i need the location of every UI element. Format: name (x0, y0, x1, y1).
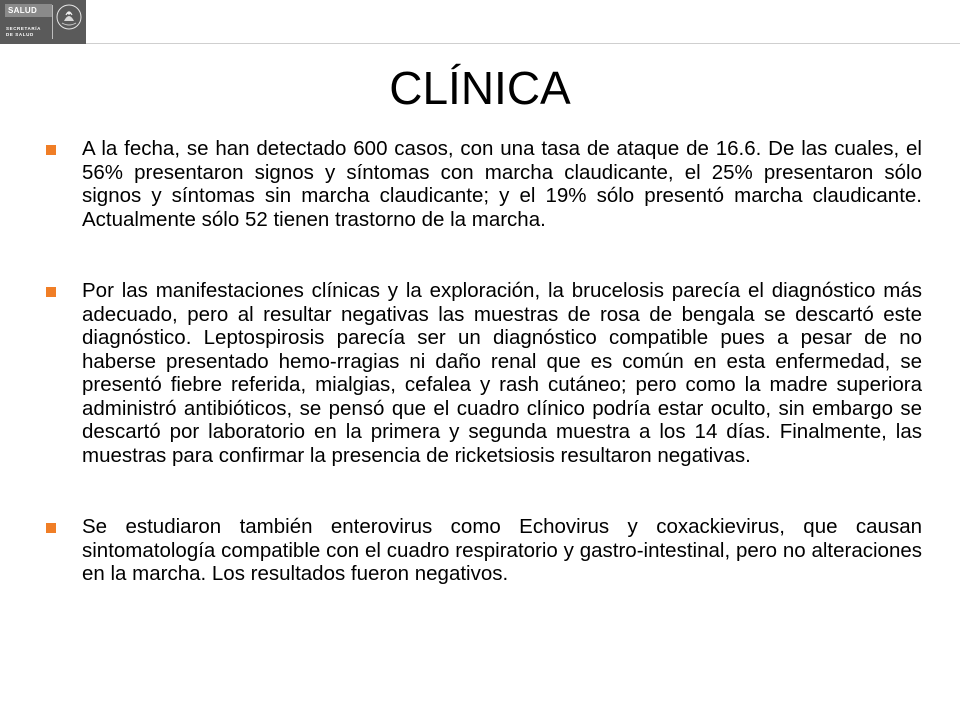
slide-title: CLÍNICA (389, 62, 571, 114)
mexico-eagle-emblem-icon (55, 3, 83, 31)
header-rule (86, 43, 960, 44)
bullet-item (46, 515, 922, 586)
salud-logo-label: SALUD (5, 4, 52, 17)
bullet-list (46, 137, 922, 586)
bullet-text: A la fecha, se han detectado 600 casos, con una tasa de ataque de 16.6. De las cuales, el 56% presentaron signos y síntomas con marcha claudicante, el 25% presentaron sólo signos y síntomas sin marcha claudicante; y el 19% sólo presentó marcha claudicante. Actualmente sólo 52 tienen trastorno de la marcha. (82, 137, 922, 231)
bullet-item (46, 279, 922, 467)
salud-logo (0, 0, 86, 44)
orange-square-bullet-icon (46, 287, 56, 297)
orange-square-bullet-icon (46, 145, 56, 155)
bullet-text: Se estudiaron también enterovirus como Echovirus y coxackievirus, que causan sintomatología compatible con el cuadro respiratorio y gastro-intestinal, pero no alteraciones en la marcha. Los resultados fueron negativos. (82, 515, 922, 585)
salud-logo-sublabel-line2: DE SALUD (6, 32, 34, 37)
orange-square-bullet-icon (46, 523, 56, 533)
salud-logo-sublabel (6, 26, 54, 38)
logo-divider (52, 5, 53, 39)
salud-logo-sublabel-line1: SECRETARÍA (6, 26, 41, 31)
bullet-text: Por las manifestaciones clínicas y la exploración, la brucelosis parecía el diagnóstico más adecuado, pero al resultar negativas las muestras de rosa de bengala se descartó este diagnóstico. Leptospirosis parecía ser un diagnóstico compatible pues a pesar de no haberse presentado hemo-rragias ni daño renal que es común en esta enfermedad, se presentó fiebre referida, mialgias, cefalea y rash cutáneo; pero como la madre superiora administró antibióticos, se pensó que el cuadro clínico podría estar oculto, sin embargo se descartó por laboratorio en la primera y segunda muestra a los 14 días. Finalmente, las muestras para confirmar la presencia de ricketsiosis resultaron negativas. (82, 279, 922, 467)
bullet-item (46, 137, 922, 231)
